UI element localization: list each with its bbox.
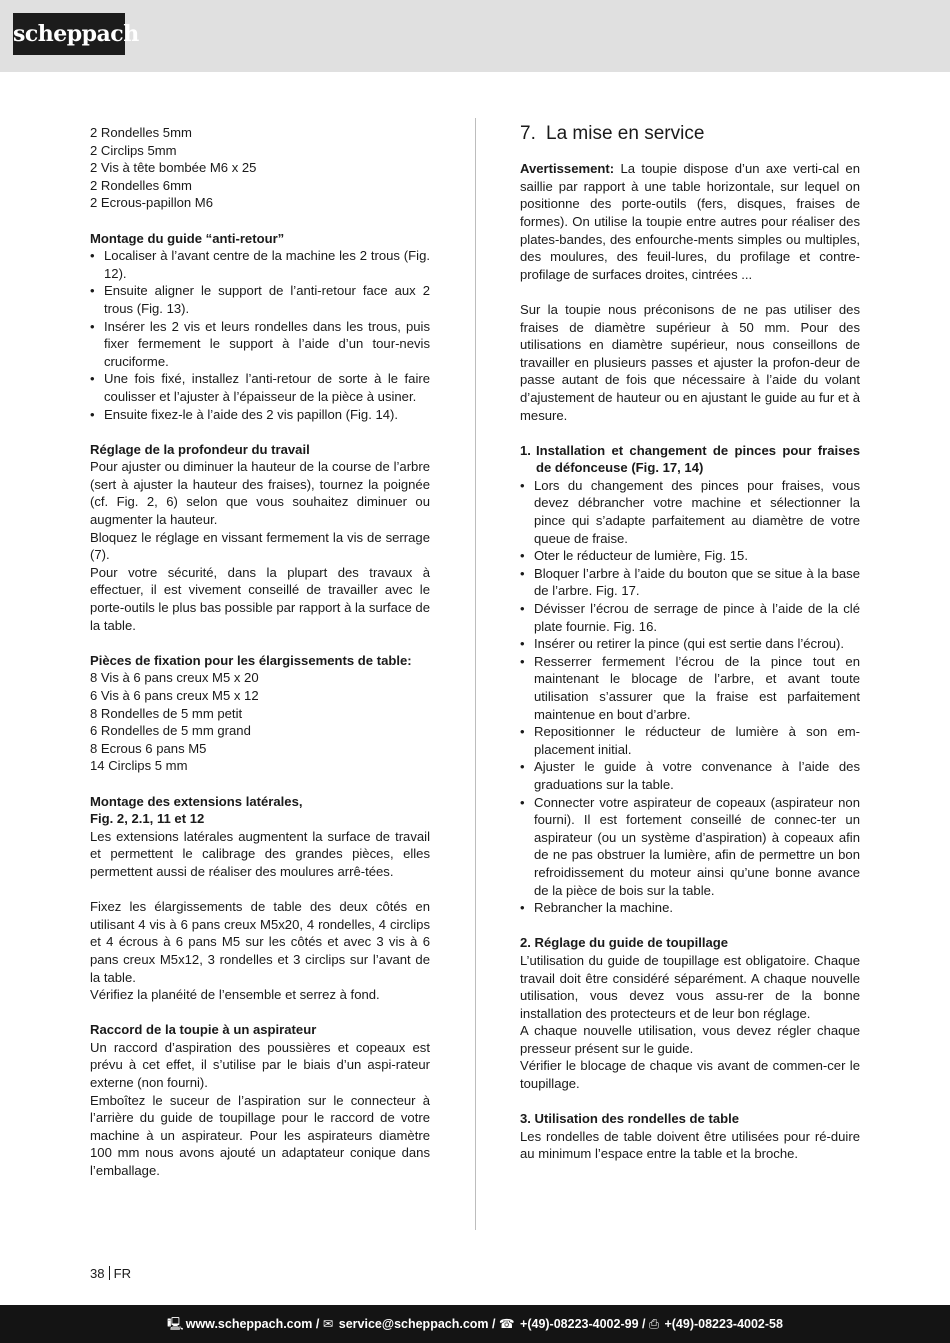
install-heading-text: Installation et changement de pinces pour fraises de défonceuse (Fig. 17, 14) [536,442,860,476]
antiretour-heading: Montage du guide “anti-retour” [90,230,285,246]
list-item: • Insérer les 2 vis et leurs rondelles dans les trous, puis fixer fermement le support à l’aide d’un tour-nevis cruciforme. [90,318,430,371]
parts-list [90,124,430,212]
extensions-heading: Montage des extensions latérales, [90,793,303,809]
list-item: 14 Circlips 5 mm [90,758,188,774]
list-item: • Insérer ou retirer la pince (qui est sertie dans l’écrou). [520,635,860,653]
paragraph: Emboîtez le suceur de l’aspiration sur le connecteur à l’arrière du guide de toupillage pour le raccord de votre machine à un aspirateur. Pour les aspirateurs diamètre 100 mm nous avons ajouté un adaptateur conique dans l’emballage. [90,1092,430,1179]
list-item: • Bloquer l’arbre à l’aide du bouton que se situe à la base de l’arbre. Fig. 17. [520,565,860,600]
paragraph: Vérifiez la planéité de l’ensemble et serrez à fond. [90,987,380,1003]
parts-list-item: 2 Rondelles 5mm [90,125,192,140]
raccord-heading: Raccord de la toupie à un aspirateur [90,1022,317,1038]
rondelles-heading: 3. Utilisation des rondelles de table [520,1111,740,1127]
language-code: FR [113,1266,132,1281]
paragraph: Sur la toupie nous préconisons de ne pas utiliser des fraises de diamètre supérieur à 50 mm. Pour des utilisations en diamètre supérieur, nous conseillons de travailler en plusieurs passes et ajuster la profon-deur de passe autant de fois que nécessaire à l’aide du volant d’ajustement de hauteur ou en ajustant le guide au fur et à mesure. [520,301,860,423]
install-heading-number: 1. [520,442,531,458]
paragraph: A chaque nouvelle utilisation, vous devez régler chaque presseur présent sur le guide. [520,1023,860,1056]
list-item: • Lors du changement des pinces pour fraises, vous devez débrancher votre machine et sélectionner la pince qui s’adapte parfaitement au diamètre de votre queue de fraise. [520,477,860,547]
section-title [520,124,860,143]
computer-icon: 🖳 [167,1317,184,1331]
parts-list-item: 2 Vis à tête bombée M6 x 25 [90,160,257,176]
list-item: • Dévisser l’écrou de serrage de pince à l’aide de la clé plate fournie. Fig. 16. [520,600,860,635]
parts-list-item: 2 Ecrous-papillon M6 [90,195,213,211]
warning-text: La toupie dispose d’un axe verti-cal en saillie par rapport à une table horizontale, sur lequel on positionne des porte-outils (fers, disques, fraises de formes). On utilise la toupie entre autres pour réaliser des plates-bandes, des enfourche-ments simples ou multiples, des moulures, des feuil-lures, du profilage et contre-profilage de surfaces droites, cintrées ... [520,161,861,282]
paragraph: L’utilisation du guide de toupillage est obligatoire. Chaque travail doit être considéré séparément. A chaque nouvelle utilisation, vous devez vous assu-rer de la bonne installation des protecteurs et de leur bon réglage. [520,952,860,1021]
warning-paragraph [520,160,860,283]
footer-fax: +(49)-08223-4002-58 [664,1317,783,1331]
page-number [90,1266,131,1281]
phone-icon: ☎ [498,1317,515,1331]
mail-icon: ✉ [322,1317,334,1331]
list-item: 6 Vis à 6 pans creux M5 x 12 [90,688,259,703]
paragraph: Pour votre sécurité, dans la plupart des travaux à effectuer, il est vivement conseillé de travailler avec le porte-outils le plus bas possible par rapport à la surface de la table. [90,564,430,633]
column-divider [475,118,476,1230]
footer-phone: +(49)-08223-4002-99 [520,1317,639,1331]
list-item: 8 Rondelles de 5 mm petit [90,705,243,721]
list-item: • Ajuster le guide à votre convenance à l’aide des graduations sur la table. [520,758,860,793]
right-column [520,124,860,1163]
paragraph: Vérifier le blocage de chaque vis avant de commen-cer le toupillage. [520,1058,860,1092]
paragraph: Fixez les élargissements de table des deux côtés en utilisant 4 vis à 6 pans creux M5x20, 4 rondelles, 4 circlips et 4 écrous à 6 pans M5 sur les côtés et avec 3 vis à 6 pans creux M5x12, 3 rondelles et 3 circlips sur l’avant de la table. [90,899,430,985]
list-item: • Localiser à l’avant centre de la machine les 2 trous (Fig. 12). [90,247,430,282]
fixation-list [90,669,430,775]
paragraph: Un raccord d’aspiration des poussières et copeaux est prévu à cet effet, il s’utilise par le biais d’un aspi-rateur externe (non fourni). [90,1039,430,1091]
list-item: • Ensuite fixez-le à l’aide des 2 vis papillon (Fig. 14). [90,406,430,424]
footer-email[interactable]: service@scheppach.com [338,1317,489,1331]
section-title-text: La mise en service [546,123,705,144]
extensions-heading-figs: Fig. 2, 2.1, 11 et 12 [90,811,205,827]
left-column [90,124,430,1180]
warning-label: Avertissement: [520,161,615,177]
list-item: • Rebrancher la machine. [520,899,860,917]
scheppach-logo: scheppach [13,13,125,55]
list-item: • Connecter votre aspirateur de copeaux (aspirateur non fourni). Il est fortement conseillé de connec-ter un aspirateur (ou un système d’aspiration) à copeaux afin de ne pas obstruer la lumière, afin de permettre un bon refroidissement du moteur ainsi qu’une bonne avance de la pièce de bois sur la table. [520,794,860,900]
paragraph: Bloquez le réglage en vissant fermement la vis de serrage (7). [90,529,430,563]
list-item: • Ensuite aligner le support de l’anti-retour face aux 2 trous (Fig. 13). [90,282,430,317]
install-heading [520,442,860,477]
parts-list-item: 2 Circlips 5mm [90,142,177,158]
paragraph: Les extensions latérales augmentent la surface de travail et permettent le calibrage des grandes pièces, elles permettent aussi de réaliser des moulures arrê-tées. [90,828,430,879]
page-number-value: 38 [90,1266,105,1281]
list-item: • Une fois fixé, installez l’anti-retour de sorte à le faire coulisser et l’ajuster à l’épaisseur de la pièce à usiner. [90,370,430,405]
fixation-heading: Pièces de fixation pour les élargissements de table: [90,652,412,668]
footer-website[interactable]: www.scheppach.com [185,1317,313,1331]
list-item: • Resserrer fermement l’écrou de la pince tout en maintenant le blocage de l’arbre, et avant toute utilisation s’assurer que la fraise est parfaitement maintenue en bout d’arbre. [520,653,860,723]
profondeur-heading: Réglage de la profondeur du travail [90,441,310,457]
fax-icon: ⎙ [648,1317,659,1331]
paragraph: Les rondelles de table doivent être utilisées pour ré-duire au minimum l’espace entre la table et la broche. [520,1128,860,1162]
list-item: 8 Ecrous 6 pans M5 [90,740,207,756]
guide-heading: 2. Réglage du guide de toupillage [520,935,729,951]
list-item: • Repositionner le réducteur de lumière à son em-placement initial. [520,723,860,758]
page-header [0,0,950,72]
list-item: 6 Rondelles de 5 mm grand [90,723,251,739]
list-item: • Oter le réducteur de lumière, Fig. 15. [520,547,860,565]
antiretour-steps [90,247,430,423]
page-footer: 🖳 www.scheppach.com / ✉ service@scheppach.com / ☎ +(49)-08223-4002-99 / ⎙ +(49)-08223-4002-58 [0,1305,950,1343]
install-steps [520,477,860,917]
paragraph: Pour ajuster ou diminuer la hauteur de la course de l’arbre (sert à ajuster la hauteur des fraises), tournez la poignée (cf. Fig. 2, 6) selon que vous souhaitez diminuer ou augmenter la hauteur. [90,459,430,528]
list-item: 8 Vis à 6 pans creux M5 x 20 [90,670,259,686]
parts-list-item: 2 Rondelles 6mm [90,177,192,193]
section-number: 7. [520,123,536,144]
